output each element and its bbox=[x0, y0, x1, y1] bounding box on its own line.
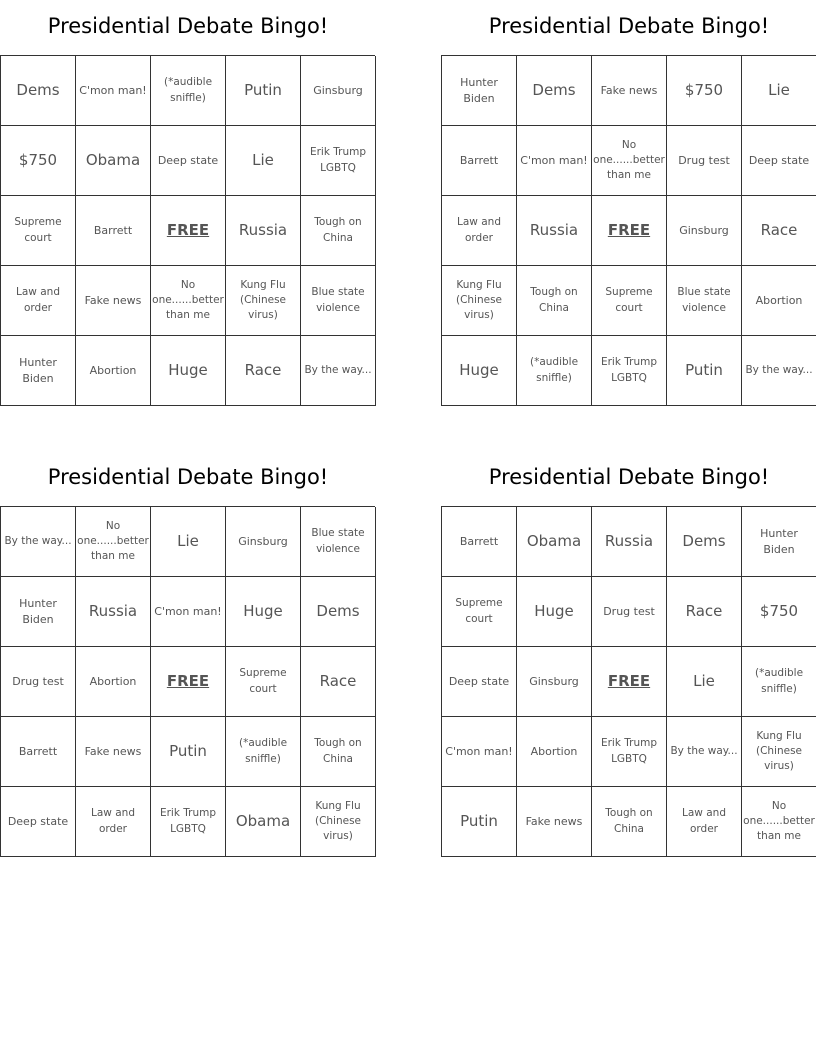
bingo-cell-label: Deep state bbox=[157, 153, 219, 167]
bingo-cell-label: Law and order bbox=[457, 216, 501, 244]
bingo-cell[interactable] bbox=[301, 647, 376, 717]
bingo-cell-label: Russia bbox=[529, 220, 579, 239]
bingo-cell[interactable] bbox=[517, 126, 592, 196]
bingo-cell-label: Barrett bbox=[93, 223, 133, 237]
bingo-cell[interactable] bbox=[226, 56, 301, 126]
bingo-cell[interactable] bbox=[592, 717, 667, 787]
bingo-cell[interactable] bbox=[442, 266, 517, 336]
bingo-cell-label: C'mon man! bbox=[520, 153, 588, 167]
bingo-cell-label: Dems bbox=[532, 80, 576, 99]
bingo-cell[interactable] bbox=[592, 507, 667, 577]
bingo-cell-label: FREE bbox=[166, 220, 210, 239]
bingo-cell-label: Kung Flu (Chinese virus) bbox=[755, 729, 803, 773]
bingo-cell[interactable] bbox=[742, 126, 816, 196]
free-space[interactable] bbox=[151, 647, 226, 717]
bingo-cell[interactable] bbox=[742, 336, 816, 406]
bingo-cell-label: Huge bbox=[459, 360, 499, 379]
bingo-cell-label: Deep state bbox=[7, 814, 69, 828]
bingo-cell-label: Putin bbox=[244, 80, 282, 99]
bingo-cell[interactable] bbox=[517, 336, 592, 406]
bingo-cell-label: Huge bbox=[534, 601, 574, 620]
bingo-cell[interactable] bbox=[442, 336, 517, 406]
bingo-cell[interactable] bbox=[517, 56, 592, 126]
bingo-cell-label: C'mon man! bbox=[79, 83, 147, 97]
bingo-grid bbox=[0, 506, 375, 857]
bingo-cell[interactable] bbox=[1, 196, 76, 266]
bingo-cell[interactable] bbox=[592, 336, 667, 406]
free-space[interactable] bbox=[592, 647, 667, 717]
bingo-cell-label: By the way... bbox=[670, 744, 738, 757]
bingo-cell[interactable] bbox=[667, 507, 742, 577]
bingo-cell[interactable] bbox=[301, 787, 376, 857]
bingo-cell-label: Supreme court bbox=[605, 286, 653, 314]
bingo-cell-label: Race bbox=[685, 601, 723, 620]
bingo-cell-label: Barrett bbox=[459, 153, 499, 167]
bingo-cell[interactable] bbox=[1, 336, 76, 406]
bingo-cell-label: Erik Trump LGBTQ bbox=[159, 807, 217, 835]
bingo-cell[interactable] bbox=[301, 266, 376, 336]
bingo-cell[interactable] bbox=[226, 787, 301, 857]
bingo-cell[interactable] bbox=[442, 787, 517, 857]
bingo-cell-label: Obama bbox=[85, 150, 141, 169]
bingo-cell-label: Obama bbox=[235, 811, 291, 830]
bingo-cell[interactable] bbox=[742, 647, 816, 717]
bingo-cell-label: No one......better than me bbox=[743, 799, 815, 843]
bingo-cell-label: Hunter Biden bbox=[19, 355, 57, 385]
bingo-cell[interactable] bbox=[517, 266, 592, 336]
bingo-cell[interactable] bbox=[76, 196, 151, 266]
bingo-cell[interactable] bbox=[442, 126, 517, 196]
bingo-cell-label: $750 bbox=[684, 80, 724, 99]
bingo-cell[interactable] bbox=[226, 647, 301, 717]
bingo-grid bbox=[0, 55, 375, 406]
bingo-cell-label: Race bbox=[760, 220, 798, 239]
bingo-cell[interactable] bbox=[742, 787, 816, 857]
bingo-cell[interactable] bbox=[667, 577, 742, 647]
bingo-cell-label: Hunter Biden bbox=[760, 526, 798, 556]
bingo-cell-label: Law and order bbox=[91, 807, 135, 835]
bingo-cell-label: Ginsburg bbox=[238, 534, 288, 548]
bingo-cell-label: Supreme court bbox=[455, 597, 503, 625]
bingo-cell-label: No one......better than me bbox=[593, 138, 665, 182]
bingo-cell[interactable] bbox=[517, 717, 592, 787]
bingo-cell-label: Russia bbox=[604, 531, 654, 550]
bingo-cell-label: Race bbox=[244, 360, 282, 379]
bingo-cell[interactable] bbox=[517, 507, 592, 577]
bingo-cell[interactable] bbox=[226, 336, 301, 406]
bingo-cell-label: Erik Trump LGBTQ bbox=[309, 146, 367, 174]
bingo-cell-label: Law and order bbox=[682, 807, 726, 835]
bingo-cell[interactable] bbox=[76, 577, 151, 647]
card-title: Presidential Debate Bingo! bbox=[488, 465, 770, 489]
bingo-cell-label: $750 bbox=[759, 601, 799, 620]
bingo-cell[interactable] bbox=[151, 507, 226, 577]
bingo-cell[interactable] bbox=[592, 56, 667, 126]
bingo-cell-label: Kung Flu (Chinese virus) bbox=[455, 278, 503, 322]
bingo-cell[interactable] bbox=[226, 266, 301, 336]
bingo-cell[interactable] bbox=[1, 266, 76, 336]
bingo-cell-label: No one......better than me bbox=[152, 278, 224, 322]
bingo-cell-label: Abortion bbox=[89, 674, 137, 688]
bingo-cell[interactable] bbox=[76, 647, 151, 717]
bingo-cell-label: FREE bbox=[607, 220, 651, 239]
bingo-cell-label: Lie bbox=[768, 80, 790, 99]
bingo-cell-label: Supreme court bbox=[14, 216, 62, 244]
bingo-cell-label: Huge bbox=[168, 360, 208, 379]
bingo-cell[interactable] bbox=[226, 126, 301, 196]
bingo-cell[interactable] bbox=[742, 56, 816, 126]
bingo-grid bbox=[441, 506, 816, 857]
bingo-cell[interactable] bbox=[592, 577, 667, 647]
bingo-cell[interactable] bbox=[592, 266, 667, 336]
bingo-cell-label: Blue state violence bbox=[311, 527, 365, 555]
bingo-cell[interactable] bbox=[1, 126, 76, 196]
bingo-card-1 bbox=[0, 0, 376, 406]
bingo-cell-label: Hunter Biden bbox=[19, 596, 57, 626]
bingo-cell[interactable] bbox=[226, 717, 301, 787]
bingo-card-4 bbox=[441, 451, 816, 857]
card-title: Presidential Debate Bingo! bbox=[47, 465, 329, 489]
bingo-cell-label: Dems bbox=[682, 531, 726, 550]
bingo-cell[interactable] bbox=[442, 507, 517, 577]
bingo-cell-label: Obama bbox=[526, 531, 582, 550]
bingo-cell-label: Ginsburg bbox=[313, 83, 363, 97]
bingo-cell[interactable] bbox=[667, 717, 742, 787]
bingo-cell[interactable] bbox=[151, 577, 226, 647]
bingo-cell[interactable] bbox=[667, 787, 742, 857]
bingo-cell[interactable] bbox=[76, 787, 151, 857]
bingo-cell-label: Dems bbox=[16, 80, 60, 99]
bingo-cell-label: C'mon man! bbox=[154, 604, 222, 618]
bingo-cell[interactable] bbox=[151, 336, 226, 406]
bingo-cell[interactable] bbox=[1, 787, 76, 857]
card-title: Presidential Debate Bingo! bbox=[47, 14, 329, 38]
bingo-cell-label: Kung Flu (Chinese virus) bbox=[239, 278, 287, 322]
bingo-cell[interactable] bbox=[76, 336, 151, 406]
bingo-grid bbox=[441, 55, 816, 406]
bingo-cell[interactable] bbox=[742, 507, 816, 577]
bingo-cell-label: Tough on China bbox=[314, 737, 362, 765]
bingo-cell[interactable] bbox=[442, 717, 517, 787]
bingo-cell-label: $750 bbox=[18, 150, 58, 169]
bingo-cell[interactable] bbox=[442, 56, 517, 126]
bingo-cell[interactable] bbox=[517, 196, 592, 266]
bingo-cell[interactable] bbox=[76, 126, 151, 196]
bingo-cell-label: Lie bbox=[252, 150, 274, 169]
bingo-cell-label: Erik Trump LGBTQ bbox=[600, 737, 658, 765]
bingo-cell-label: Ginsburg bbox=[679, 223, 729, 237]
bingo-cell[interactable] bbox=[517, 647, 592, 717]
bingo-cell[interactable] bbox=[667, 196, 742, 266]
bingo-cell[interactable] bbox=[1, 507, 76, 577]
bingo-cell-label: No one......better than me bbox=[77, 519, 149, 563]
bingo-cell[interactable] bbox=[442, 577, 517, 647]
bingo-cell[interactable] bbox=[742, 717, 816, 787]
bingo-cell-label: (*audible sniffle) bbox=[754, 667, 804, 695]
bingo-cell-label: Supreme court bbox=[239, 667, 287, 695]
bingo-cell-label: (*audible sniffle) bbox=[529, 356, 579, 384]
bingo-cell-label: Drug test bbox=[678, 153, 730, 167]
bingo-cell-label: By the way... bbox=[4, 534, 72, 547]
bingo-cell[interactable] bbox=[301, 717, 376, 787]
bingo-cell-label: (*audible sniffle) bbox=[163, 76, 213, 104]
bingo-cell[interactable] bbox=[667, 56, 742, 126]
bingo-cell[interactable] bbox=[1, 647, 76, 717]
bingo-cell-label: Putin bbox=[460, 811, 498, 830]
bingo-cell-label: Fake news bbox=[600, 83, 658, 97]
bingo-cell[interactable] bbox=[517, 787, 592, 857]
bingo-cell[interactable] bbox=[301, 507, 376, 577]
bingo-cell-label: Abortion bbox=[755, 293, 803, 307]
bingo-cell-label: Russia bbox=[238, 220, 288, 239]
bingo-cell-label: Law and order bbox=[16, 286, 60, 314]
bingo-cell[interactable] bbox=[442, 196, 517, 266]
bingo-cell-label: Huge bbox=[243, 601, 283, 620]
bingo-cell[interactable] bbox=[592, 787, 667, 857]
bingo-cell[interactable] bbox=[76, 56, 151, 126]
bingo-cell-label: FREE bbox=[166, 671, 210, 690]
bingo-cell[interactable] bbox=[442, 647, 517, 717]
bingo-cell-label: Barrett bbox=[18, 744, 58, 758]
bingo-cell[interactable] bbox=[1, 717, 76, 787]
bingo-cell[interactable] bbox=[517, 577, 592, 647]
bingo-cell[interactable] bbox=[226, 507, 301, 577]
bingo-cell[interactable] bbox=[226, 196, 301, 266]
bingo-cell[interactable] bbox=[76, 266, 151, 336]
bingo-cell[interactable] bbox=[76, 507, 151, 577]
bingo-cell-label: Dems bbox=[316, 601, 360, 620]
bingo-cell-label: Abortion bbox=[89, 363, 137, 377]
bingo-cell[interactable] bbox=[667, 647, 742, 717]
bingo-cell[interactable] bbox=[742, 577, 816, 647]
bingo-cell[interactable] bbox=[667, 126, 742, 196]
bingo-cell-label: Lie bbox=[177, 531, 199, 550]
bingo-cell-label: Drug test bbox=[603, 604, 655, 618]
bingo-cell[interactable] bbox=[742, 266, 816, 336]
bingo-cell-label: Fake news bbox=[84, 744, 142, 758]
bingo-cell-label: Ginsburg bbox=[529, 674, 579, 688]
bingo-cell-label: Putin bbox=[685, 360, 723, 379]
bingo-cell-label: (*audible sniffle) bbox=[238, 737, 288, 765]
bingo-cell-label: Fake news bbox=[84, 293, 142, 307]
bingo-cell-label: Race bbox=[319, 671, 357, 690]
bingo-cell-label: Lie bbox=[693, 671, 715, 690]
bingo-cell[interactable] bbox=[1, 577, 76, 647]
bingo-cell[interactable] bbox=[301, 196, 376, 266]
bingo-cell[interactable] bbox=[226, 577, 301, 647]
bingo-cell-label: Kung Flu (Chinese virus) bbox=[314, 799, 362, 843]
bingo-cell[interactable] bbox=[301, 336, 376, 406]
bingo-cell-label: Blue state violence bbox=[311, 286, 365, 314]
bingo-cell[interactable] bbox=[151, 56, 226, 126]
bingo-cell-label: FREE bbox=[607, 671, 651, 690]
bingo-cell-label: By the way... bbox=[745, 363, 813, 376]
bingo-cell-label: Drug test bbox=[12, 674, 64, 688]
bingo-cell-label: Fake news bbox=[525, 814, 583, 828]
bingo-cell[interactable] bbox=[301, 126, 376, 196]
bingo-cell-label: Deep state bbox=[448, 674, 510, 688]
bingo-cell-label: Erik Trump LGBTQ bbox=[600, 356, 658, 384]
bingo-cell-label: Barrett bbox=[459, 534, 499, 548]
bingo-cell-label: Russia bbox=[88, 601, 138, 620]
bingo-cell[interactable] bbox=[667, 266, 742, 336]
bingo-cell-label: Deep state bbox=[748, 153, 810, 167]
free-space[interactable] bbox=[592, 196, 667, 266]
bingo-cell-label: By the way... bbox=[304, 363, 372, 376]
bingo-cell-label: C'mon man! bbox=[445, 744, 513, 758]
bingo-cell-label: Tough on China bbox=[530, 286, 578, 314]
bingo-cell-label: Hunter Biden bbox=[460, 75, 498, 105]
bingo-cell[interactable] bbox=[151, 717, 226, 787]
bingo-cell[interactable] bbox=[667, 336, 742, 406]
bingo-cell-label: Blue state violence bbox=[677, 286, 731, 314]
free-space[interactable] bbox=[151, 196, 226, 266]
bingo-cell[interactable] bbox=[1, 56, 76, 126]
card-title: Presidential Debate Bingo! bbox=[488, 14, 770, 38]
bingo-cell[interactable] bbox=[151, 266, 226, 336]
bingo-cell[interactable] bbox=[301, 577, 376, 647]
bingo-cell-label: Tough on China bbox=[605, 807, 653, 835]
bingo-cell[interactable] bbox=[76, 717, 151, 787]
bingo-cell[interactable] bbox=[151, 787, 226, 857]
bingo-cell-label: Abortion bbox=[530, 744, 578, 758]
bingo-cell[interactable] bbox=[301, 56, 376, 126]
bingo-cell-label: Putin bbox=[169, 741, 207, 760]
bingo-cell[interactable] bbox=[592, 126, 667, 196]
bingo-cell-label: Tough on China bbox=[314, 216, 362, 244]
bingo-card-2 bbox=[441, 0, 816, 406]
bingo-card-3 bbox=[0, 451, 376, 857]
bingo-cell[interactable] bbox=[742, 196, 816, 266]
bingo-cell[interactable] bbox=[151, 126, 226, 196]
